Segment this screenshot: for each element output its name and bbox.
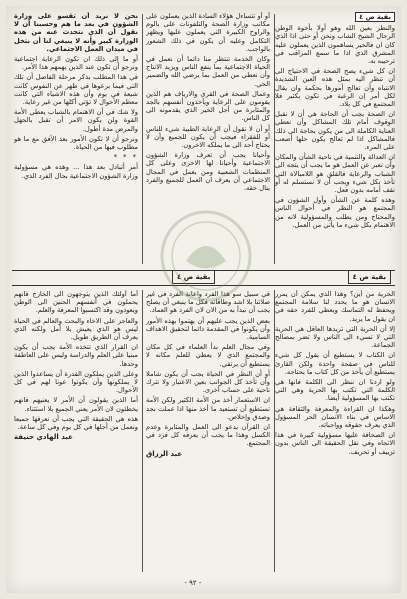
author-signature: عبد الهادي حنيفة — [14, 433, 73, 442]
continued-from-tag: بقية ص ٤ — [355, 12, 395, 22]
paragraph: وهكذا ان القراءة والمعرفة والثقافة هي الاساس في بناء الانسان الحر المسؤول الذي يعرف حقوقه وواجباته. — [275, 404, 395, 430]
paragraph: وعمال الصحة في القرى والارياف هم الذين يقومون على الرعاية ويأخذون أنفسهم بالجد والمثابرة من أجل الخير الذي يقدمونه الى كل الناس. — [146, 89, 270, 123]
paragraph: في هذا المطلب بذكر مرحلة الفاصل أن تلك التي فيما برعوها في ظهر عن النفوس كانت شيعة في يوم وأن هذه الاشياء التي كانت معظم الأحوال لا تؤتي أكلها من غير رعاية. — [14, 73, 138, 107]
paragraph: أو أن لا نقول أن الرعاية الطبية شيء للناس أو للفقراء فيجب أن يكون للجميع وأن لا يحتاج أحد الى ما يملكه الاخرون. — [146, 124, 270, 150]
paragraph: ان الاستعمار أخذ من الأمة الكثير ولكن الأمة تستطيع أن تستعيد ما أخذ منها اذا عملت بجد وصدق وإخلاص. — [146, 396, 270, 421]
column-divider — [274, 14, 275, 264]
paragraph: وهذه كلمة عن الشأن وأول الشؤون في المجتمع هو النظر في أحوال الناس والمحتاج ومن يطلب والمسؤولية لانه من الاهتمام بكل شيء ما يأتي من العمل. — [275, 196, 395, 229]
paragraph: ان كل شيء يصح الصحة في الاحتياج الى أن تنظر اليه بمثل هذه العين الشديدة الانتباه وأن تعالج أمورها بحكمة وان يقال لكل أمر إن الرغبة في تكون بكثير فلا المجتمع في كل بلاد. — [275, 67, 395, 109]
document-page — [6, 6, 401, 593]
column-divider — [142, 290, 143, 572]
paragraph: والنظر بعين الله وهو أولا بأخوة الوطن الرجال الشيخ الشاب ونحن أو حتى اذا الذي كان ان فالخير يساهمون الذين يعملون عليه المشرق الذي اذا ما سمع المراقب في ترحيبه به. — [275, 24, 395, 66]
paragraph: ان القرآن يدعو الى العمل والمثابرة وعدم الكسل وهذا ما يجب أن يعرفه كل فرد في المجتمع. — [146, 423, 270, 448]
column-divider — [274, 290, 275, 572]
paragraph: ان الصحة يجب أن الحاجة هي أن لا نقبل الوقوف أمام تلك المشاكل وأن نعطي العناية الكاملة الى من يكون بحاجة الى ذلك فالمشاكل اذا لم تعالج يكون حلها أصعب على المرء. — [275, 110, 395, 152]
paragraph: أو أن النظر في الحياة يجب أن يكون شاملا وأن تأخذ كل الجوانب بعين الاعتبار ولا تترك ناحية على حساب أخرى. — [146, 369, 270, 395]
paragraph: ان الصحافة عليها مسؤولية كبيرة في هذا الاتجاه وفي نقل الحقيقة الى الناس بدون تزييف أو تحريف. — [275, 431, 395, 456]
paragraph: نحن لا نريد أن تقسو على وزارة الشؤون في بعد ما هم وحسبنا أن لا نقول أن الذي نتحدث عنه من هذه الوزارة كبير وأنه لا ينبغي لنا أن نتخل في ميدان العمل الاجتماعي. — [14, 12, 138, 53]
bottom-right-column — [275, 290, 395, 574]
paragraph: وكان الخدمة تنتظر منا دائما أن نعمل في الحياة الاجتماعية بما ينفع الناس ويزيد الانتاج وأن نعطي من العمل بما يرضي الله والضمير الحي. — [146, 55, 270, 88]
continued-tag-left: بقية ص ٤ — [172, 270, 215, 284]
ellipsis-separator: * * * — [113, 153, 138, 162]
paragraph: هذه هي الحقيقة التي يجب أن نعرفها جميعا ونعمل من أجلها في كل يوم وفي كل ساعة. — [14, 414, 138, 432]
paragraph: ان القرار الذي تتخذه الأمة يجب أن يكون مبنيا على العلم والدراسة وليس على العاطفة وحدها. — [14, 343, 138, 368]
paragraph: أما أولئك الذين يتوجهون الى الخارج فانهم يحملون في أنفسهم الحنين الى الوطن ويعودون وقد اكتسبوا المعرفة والعلم. — [14, 290, 138, 315]
paragraph: وعلى الذين يملكون القدرة أن يساعدوا الذين لا يملكونها وأن يكونوا عونا لهم في كل الأحوال. — [14, 369, 138, 395]
continued-tag-right: بقية ص ٤ — [348, 270, 391, 284]
paragraph: أمر أتبادل بعد هذا ... وهذه هي مسؤولية وزارة الشؤون الاجتماعية بحال الفرد الذي. — [14, 163, 138, 180]
bottom-left-column — [14, 290, 138, 574]
paragraph: والعاجز على الاخاء والبحث والعالم في الحياة ليس هو الذي يعيش بلا أمل ولكنه الذي يعرف أن الطريق طويل. — [14, 316, 138, 342]
paragraph: ولا شك في أن الاهتمام بالشباب يعطي الأمة القوة ولن يكون الامر أن تقبل بالجهل والمرض مدة أطول. — [14, 108, 138, 133]
top-right-column — [275, 12, 395, 264]
paragraph: في سبيل سو هذا الفرد واعانة الفرد في غير صلاتنا بلا اشد وطاقاته فكل ما ينبغي أن يصلح يجب أن نبدأ به من الان لان الفرد هو العماد. — [146, 290, 270, 315]
paragraph: أو أو تتساءل هؤلاء السادة الذين يعملون على مكاتب وزارة الصحة والتلفونات على بالوم والراوح الكبيرة التي يعملون عليها ويظهر التكامل وعليه أن يكون في ذلك الشعور بالواجب. — [146, 12, 270, 53]
bottom-middle-column — [146, 290, 270, 574]
paragraph: أما الذين يقولون أن الأمر لا يعنيهم فانهم يخطئون لان الأمر يعني الجميع بلا استثناء. — [14, 396, 138, 413]
paragraph: ان العدالة والتنمية في ناحية الشأن والمكان وأن تعبر عن العمل هو ما يجب أن يتجه الى الشباب والرعاية فالقلق هو اللامبالاة التي تأخذ بكل شيء ويجب أن لا نستسلم له أو نقف أمامه بدون فعل. — [275, 153, 395, 195]
page-number: - ٩٢ - — [184, 579, 202, 587]
top-left-column — [14, 12, 138, 264]
author-signature: عبد الرزاق — [146, 449, 183, 458]
paragraph: وأحيانا يجب أن تعرف وزارة الشؤون الاجتماعية وأحيانا لها الاخرى وعلى كل المنظمات الشعبية ومن يعمل في المجال الاجتماعي أن يعرف ان العمل للجميع والفرد ينال حقه. — [146, 151, 270, 193]
column-divider — [142, 14, 143, 264]
page-footer — [12, 577, 395, 589]
watermark-stamp-icon — [156, 206, 256, 306]
paragraph: وفي مجال العلم بدأ العلماء في كل مكان والمجتمع الذي لا يعطي للعلم مكانه لا يستطيع أن يرتقي. — [146, 343, 270, 368]
paragraph: أو ما إلى ذلك ان تكون الرعاية اجتماعية ونرجو أن تكون عند الذين يهمهم هذا الأمر. — [14, 55, 138, 72]
paragraph: ان الكتاب لا يستطيع أن يقول كل شيء للناس في صفحة واحدة ولكن القارئ يستطيع أن يأخذ من كل كتاب ما يحتاجه. — [275, 351, 395, 376]
paragraph: ونرجو أن لا تكون الأمور بعد الأفق مع ما هو مطلوب فيها من الحياة. — [14, 134, 138, 152]
paragraph: إلا أن الحرية التي تريدها العاقل هي الحرية التي لا تسيء الى الناس ولا تضر بمصالح الجماعة. — [275, 324, 395, 350]
paragraph: ولو اردنا ان ننظر الى الكلمة فانها هي الكلمة التي تكتب بها الحرية وهي التي تكتب بها المسؤولية أيضا. — [275, 378, 395, 403]
paragraph: الحرية من أين؟ وهذا الذي يمكن أن يمرر الانسان هو ما يحدد لنا سلامة المجتمع ويحفظ له التماسك ويعطي للفرد حقه في ان يقول ما يريد. — [275, 290, 395, 323]
paragraph: بعض الذين يجب عليهم أن يهتموا بهذه الأمور وأن يكونوا في المقدمة دائما لتحقيق الاهداف السامية. — [146, 316, 270, 342]
